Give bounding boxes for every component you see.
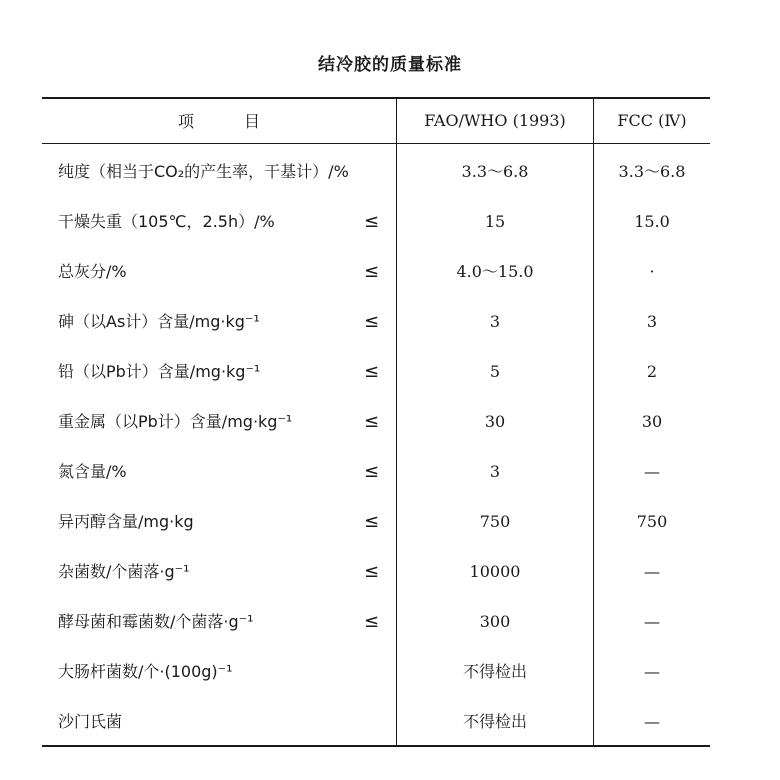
table-row (42, 547, 710, 597)
header-fao-who: FAO/WHO (1993) (424, 110, 566, 130)
fcc-value: — (644, 462, 660, 481)
row-label: 纯度（相当于CO₂的产生率，干基计）/% (58, 162, 349, 181)
header-rule (42, 143, 710, 144)
row-label: 大肠杆菌数/个·(100g)⁻¹ (58, 662, 233, 681)
table-row (42, 447, 710, 497)
row-label: 砷（以As计）含量/mg·kg⁻¹ (58, 312, 260, 331)
table-row (42, 197, 710, 247)
row-label: 氮含量/% (58, 462, 127, 481)
table-row (42, 497, 710, 547)
fcc-value: 3 (646, 312, 658, 331)
row-label: 干燥失重（105℃，2.5h）/% (58, 212, 275, 231)
table-row (42, 597, 710, 647)
less-equal-symbol: ≤ (364, 561, 380, 582)
fao-who-value: 10000 (469, 562, 521, 581)
fao-who-value: 3.3～6.8 (461, 162, 529, 181)
fcc-value: — (644, 562, 660, 581)
fcc-value: 30 (641, 412, 663, 431)
less-equal-symbol: ≤ (364, 461, 380, 482)
fcc-value: 15.0 (634, 212, 670, 231)
fcc-value: 2 (646, 362, 658, 381)
table-row (42, 697, 710, 747)
fcc-value: — (644, 612, 660, 631)
less-equal-symbol: ≤ (364, 361, 380, 382)
fao-who-value: 5 (489, 362, 501, 381)
fao-who-value: 不得检出 (462, 662, 527, 681)
row-label: 沙门氏菌 (58, 712, 123, 731)
table-row (42, 247, 710, 297)
less-equal-symbol: ≤ (364, 211, 380, 232)
row-label: 重金属（以Pb计）含量/mg·kg⁻¹ (58, 412, 293, 431)
header-fcc: FCC (Ⅳ) (617, 110, 687, 130)
less-equal-symbol: ≤ (364, 511, 380, 532)
fcc-value: 750 (636, 512, 668, 531)
fcc-value: — (644, 712, 660, 731)
table-row (42, 147, 710, 197)
row-label: 酵母菌和霉菌数/个菌落·g⁻¹ (58, 612, 254, 631)
less-equal-symbol: ≤ (364, 611, 380, 632)
fao-who-value: 30 (484, 412, 506, 431)
fao-who-value: 4.0～15.0 (456, 262, 534, 281)
less-equal-symbol: ≤ (364, 411, 380, 432)
table-row (42, 647, 710, 697)
row-label: 铅（以Pb计）含量/mg·kg⁻¹ (58, 362, 261, 381)
row-label: 杂菌数/个菌落·g⁻¹ (58, 562, 190, 581)
less-equal-symbol: ≤ (364, 261, 380, 282)
fao-who-value: 750 (479, 512, 511, 531)
fao-who-value: 3 (489, 462, 501, 481)
fao-who-value: 300 (479, 612, 511, 631)
header-item: 项目 (177, 111, 310, 131)
table-row (42, 297, 710, 347)
fao-who-value: 不得检出 (462, 712, 527, 731)
table-title: 结冷胶的质量标准 (318, 55, 462, 75)
table-row (42, 397, 710, 447)
fao-who-value: 3 (489, 312, 501, 331)
fao-who-value: 15 (484, 212, 506, 231)
fcc-value: — (644, 662, 660, 681)
row-label: 总灰分/% (58, 262, 127, 281)
fcc-value: · (649, 262, 655, 281)
row-label: 异丙醇含量/mg·kg (58, 512, 194, 531)
less-equal-symbol: ≤ (364, 311, 380, 332)
table-row (42, 347, 710, 397)
fcc-value: 3.3～6.8 (618, 162, 686, 181)
